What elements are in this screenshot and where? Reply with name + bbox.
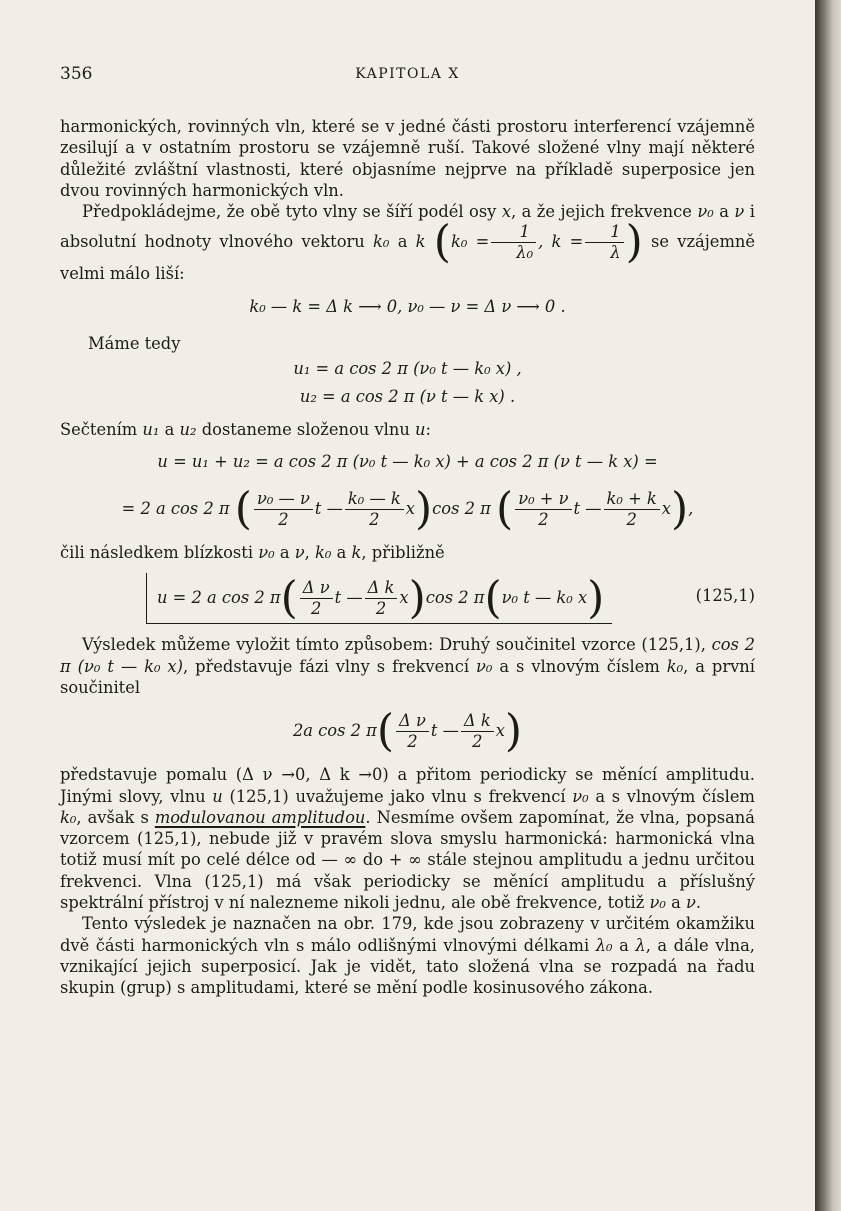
book-spine [815, 0, 841, 1211]
page-header [0, 64, 815, 88]
equation-product: = 2 a cos 2 π ( $\frac{\text{ν₀ — ν}}{2}$ t — $\frac{\text{k₀ — k}}{2}$ x)cos 2 π ( $\frac{\text{ν₀ + ν}}{2}$ t — $\frac{\text{k₀ + k}}{2}$ x), [121, 483, 694, 535]
equation-u1: u₁ = a cos 2 π (ν₀ t — k₀ x) , [293, 358, 522, 378]
paragraph-figure: Tento výsledek je naznačen na obr. 179, kde jsou zobrazeny v určitém okamžiku dvě části harmonických vln s málo odlišnými vlnovými délkami λ₀ a λ, a dále vlna, vznikající jejich superposicí. Jak je vidět, tato složená vlna se rozpadá na řadu skupin (grup) s amplitudami, které se mění podle kosinusového zákona. [60, 914, 755, 998]
equation-u2: u₂ = a cos 2 π (ν t — k x) . [299, 386, 516, 406]
equation-amplitude: 2a cos 2 π( $\frac{\text{Δ ν}}{2}$ t — $\frac{\text{Δ k}}{2}$ x) [292, 705, 523, 757]
page-body [60, 116, 755, 999]
paragraph-modulation: představuje pomalu (Δ ν →0, Δ k →0) a přitom periodicky se měnící amplitudu. Jinými slovy, vlnu u (125,1) uvažujeme jako vlnu s frekvencí ν₀ a s vlnovým číslem k₀, avšak s modulovanou amplitudou. Nesmíme ovšem zapomínat, že vlna, popsaná vzorcem (125,1), nebude již v pravém slova smyslu harmonická: harmonická vlna totiž musí mít po celé délce od — ∞ do + ∞ stále stejnou amplitudu a jednu určitou frekvenci. Vlna (125,1) má však periodicky se měnící amplitudu a příslušný spektrální přístroj v ní nalezneme nikoli jednu, ale obě frekvence, totiž ν₀ a ν. [60, 765, 755, 913]
paragraph-1: harmonických, rovinných vln, které se v jedné části prostoru interferencí vzájemně zesilují a v ostatním prostoru se vzájemně ruší. Takové složené vlny mají některé důležité zvláštní vlastnosti, které objasníme nejprve na příkladě superposice jen dvou rovinných harmonických vln. [60, 117, 755, 200]
paragraph-interpretation: Výsledek můžeme vyložit tímto způsobem: Druhý součinitel vzorce (125,1), cos 2 π (ν₀ t — k₀ x), představuje fázi vlny s frekvencí ν₀ a s vlnovým číslem k₀, a první součinitel [60, 635, 755, 697]
text-mame-tedy: Máme tedy [88, 333, 181, 353]
page-number: 356 [60, 64, 93, 84]
boxed-equation: u = 2 a cos 2 π( $\frac{\text{Δ ν}}{2}$ t — $\frac{\text{Δ k}}{2}$ x)cos 2 π(ν₀ t — k₀ x) [146, 573, 612, 624]
equation-difference: k₀ — k = Δ k ⟶ 0, ν₀ — ν = Δ ν ⟶ 0 . [249, 296, 566, 316]
paragraph-2: Předpokládejme, že obě tyto vlny se šíří podél osy x, a že jejich frekvence ν₀ a ν i absolutní hodnoty vlnového vektoru k₀ a k (k₀ = $\frac{1}{\text{λ₀}}$ , k = $\frac{1}{\lambda}$ ) se vzájemně velmi málo liší: [60, 202, 755, 284]
chapter-title: KAPITOLA X [355, 66, 460, 82]
equation-125-1 [60, 573, 755, 624]
paragraph-approx: čili následkem blízkosti ν₀ a ν, k₀ a k, přibližně [60, 543, 445, 563]
equation-sum: u = u₁ + u₂ = a cos 2 π (ν₀ t — k₀ x) + a cos 2 π (ν t — k x) = [157, 452, 658, 472]
paragraph-sum: Sečtením u₁ a u₂ dostaneme složenou vlnu u: [60, 419, 432, 439]
equation-number: (125,1) [695, 586, 755, 606]
